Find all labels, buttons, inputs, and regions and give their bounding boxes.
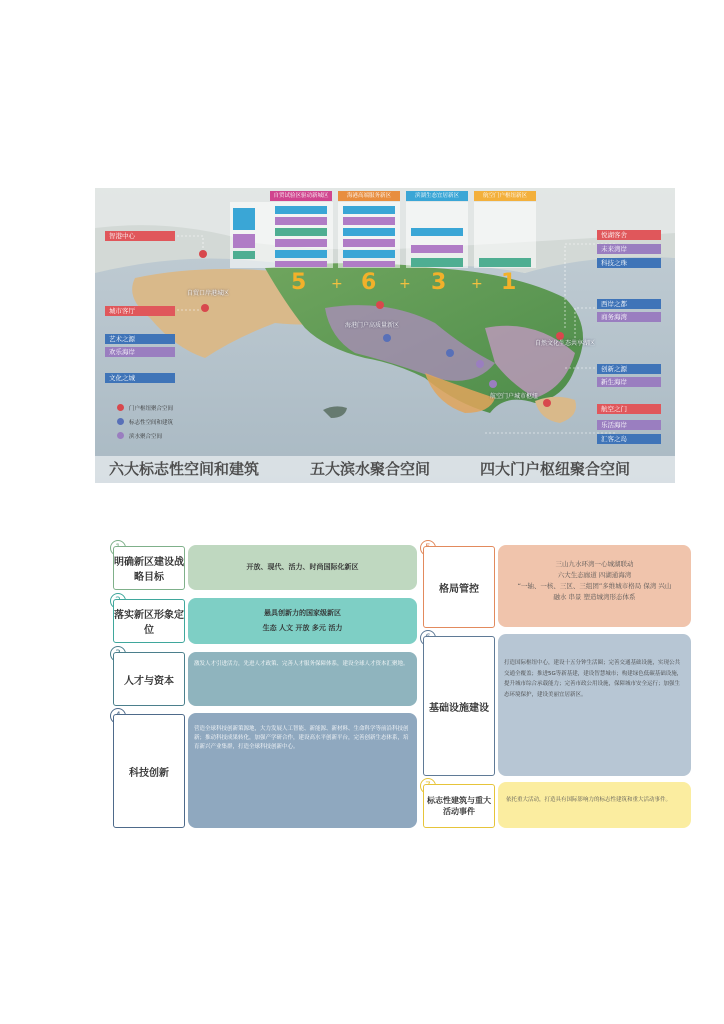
map-label: 乐活海岸	[597, 420, 661, 430]
map-label: 欢乐海岸	[105, 347, 175, 357]
mini-tile	[343, 250, 395, 258]
map-label: 西岸之都	[597, 299, 661, 309]
map-label: 汇客之岛	[597, 434, 661, 444]
mini-tile	[233, 208, 255, 230]
map-label: 未来湾岸	[597, 244, 661, 254]
row-title: 人才与资本	[113, 652, 185, 706]
mini-tile	[233, 234, 255, 248]
count-number: 3	[431, 270, 447, 295]
row-content	[498, 782, 691, 828]
row-content-text: 营造全球科技创新策源地，大力发展人工智能、新能源、新材料、生命科学等前沿科技创新；推动科技成果转化，加强产学研合作，建设高水平创新平台，完善创新生态体系，培育新兴产业集群，打造全球科技创新中心。	[194, 726, 409, 750]
map-label: 悦湖客舍	[597, 230, 661, 240]
mini-tile	[479, 258, 531, 267]
count-number: 5	[291, 270, 307, 295]
row-title: 标志性建筑与重大活动事件	[423, 784, 495, 828]
mini-tile	[275, 217, 327, 225]
mini-tile	[275, 261, 327, 267]
legend-dot	[117, 418, 124, 425]
mini-tile	[343, 239, 395, 247]
mini-tile	[233, 251, 255, 259]
row-content-text: 激发人才引进活力，先进人才政策、完善人才服务保障体系，建设全球人才资本汇聚地。	[194, 661, 409, 667]
row-content-text: 三山九水环湾一心城湖联动 六大生态廊道 四湖通海湾 “一轴、一核、三区、三组团”多维城市格局 保湾 兴山 融水 串景 塑造城湾形态体系	[517, 560, 672, 601]
plus-sign: +	[399, 276, 411, 292]
plus-sign: +	[471, 276, 483, 292]
legend-dot	[117, 404, 124, 411]
map-label: 科技之珠	[597, 258, 661, 268]
map-label: 智港中心	[105, 231, 175, 241]
column-header: 滨湖生态宜居新区	[406, 191, 468, 201]
row-content-text: 悬具创新力的国家级新区	[264, 609, 341, 617]
map-label: 文化之城	[105, 373, 175, 383]
legend-label: 门户枢纽聚合空间	[129, 406, 174, 412]
map-label: 新生海岸	[597, 377, 661, 387]
mini-tile	[275, 228, 327, 236]
planning-map	[95, 188, 675, 483]
zone-label: 自然文化生态共享湖区	[535, 340, 596, 347]
zone-label: 航空门户城市枢纽	[490, 393, 539, 400]
row-title: 落实新区形象定位	[113, 599, 185, 643]
mini-tile	[343, 261, 395, 267]
row-content-text: 依托重大活动，打造具有国际影响力的标志性建筑和重大活动事件。	[506, 797, 672, 803]
row-content-text: 打造国际枢纽中心，建设十五分钟生活圈；完善交通基础设施，实现公共交通全覆盖；推进5G等新基建，建设智慧城市；构建绿色低碳基础设施，提升城市综合承载能力；完善市政公用设施，保障城市安全运行；加强生态环境保护，建设美丽宜居新区。	[504, 660, 683, 698]
map-label: 航空之门	[597, 404, 661, 414]
legend-label: 标志性空间和建筑	[129, 420, 174, 426]
row-title: 基础设施建设	[423, 636, 495, 776]
row-content	[498, 634, 691, 776]
banner-title: 五大滨水聚合空间	[310, 460, 431, 478]
mini-tile	[343, 206, 395, 214]
map-label: 创新之源	[597, 364, 661, 374]
row-content	[188, 713, 417, 828]
mini-tile	[275, 239, 327, 247]
mini-tile	[411, 258, 463, 267]
row-content-sub: 生态 人文 开放 多元 活力	[262, 624, 343, 632]
row-content-text: 开放、现代、活力、时尚国际化新区	[246, 563, 359, 571]
plus-sign: +	[331, 276, 343, 292]
zone-label: 自贸口岸港城区	[187, 290, 230, 297]
row-title: 格局管控	[423, 546, 495, 628]
column-header: 海港高端服务新区	[338, 191, 400, 201]
mini-tile	[411, 245, 463, 253]
row-title: 科技创新	[113, 714, 185, 828]
column-header: 航空门户枢纽新区	[474, 191, 536, 201]
map-label: 商务海湾	[597, 312, 661, 322]
mini-tile	[411, 228, 463, 236]
row-title: 明确新区建设战略目标	[113, 546, 185, 590]
banner-title: 六大标志性空间和建筑	[109, 460, 260, 478]
zone-label: 海港门户高质量新区	[345, 322, 400, 329]
mini-tile	[343, 217, 395, 225]
column-header: 自贸试验区驱动新城区	[270, 191, 332, 201]
map-label: 城市客厅	[105, 306, 175, 316]
map-label: 艺术之源	[105, 334, 175, 344]
count-number: 1	[501, 270, 517, 295]
row-content	[188, 598, 417, 644]
mini-tile	[343, 228, 395, 236]
count-number: 6	[361, 270, 377, 295]
mini-tile	[275, 206, 327, 214]
legend-dot	[117, 432, 124, 439]
mini-tile	[275, 250, 327, 258]
row-content	[498, 545, 691, 627]
legend-label: 滨水聚合空间	[129, 434, 163, 440]
row-content	[188, 652, 417, 706]
banner-title: 四大门户枢纽聚合空间	[480, 460, 631, 478]
row-content	[188, 545, 417, 590]
